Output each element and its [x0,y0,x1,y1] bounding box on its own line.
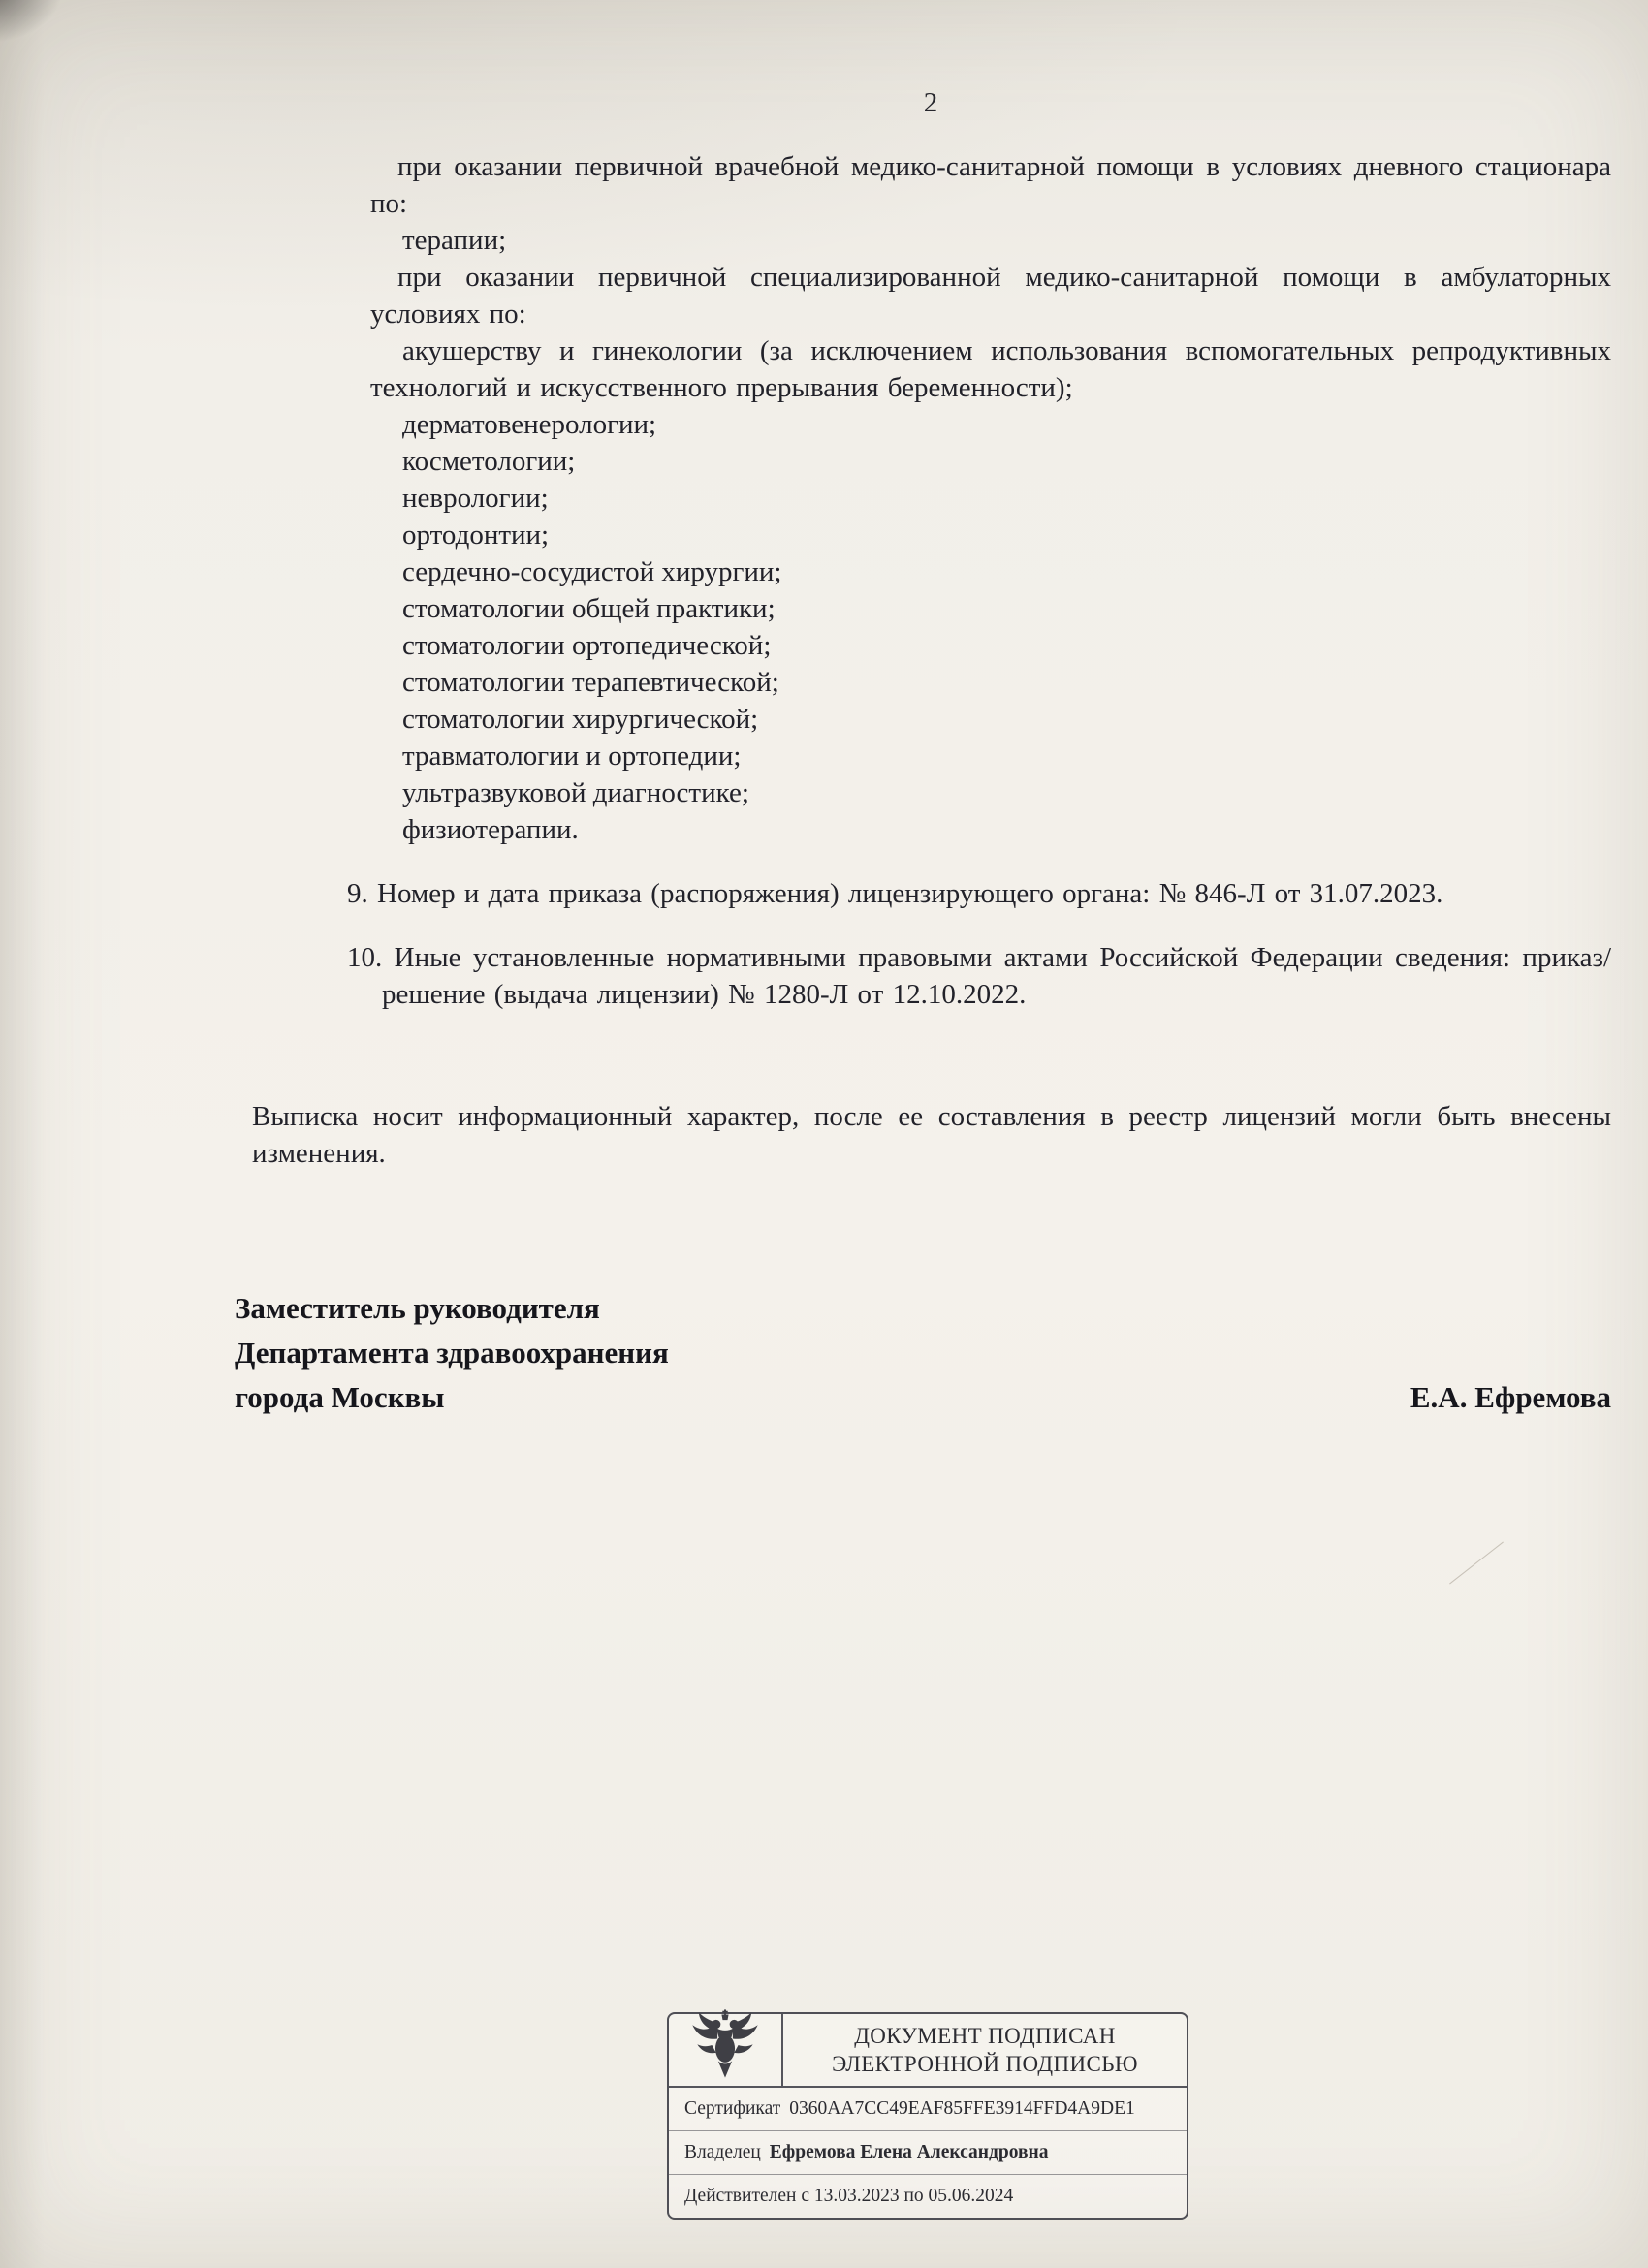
service-item: стоматологии хирургической; [402,704,759,735]
service-item: травматологии и ортопедии; [402,740,742,772]
signer-title [235,1286,669,1420]
service-item: неврологии; [402,483,549,514]
informational-note: Выписка носит информационный характер, после ее составления в реестр лицензий могли быть внесены изменения. [252,1101,1611,1169]
numbered-item-9: 9. Номер и дата приказа (распоряжения) лицензирующего органа: № 846-Л от 31.07.2023. [347,878,1443,909]
stamp-title-line: ЭЛЕКТРОННОЙ ПОДПИСЬЮ [832,2052,1138,2076]
owner-row [669,2131,1187,2175]
document-content [235,148,1611,1420]
owner-label: Владелец [684,2142,761,2162]
service-item: терапии; [402,225,507,256]
service-item: стоматологии общей практики; [402,593,776,624]
signer-name: Е.А. Ефремова [1410,1380,1611,1414]
signature-block [235,1286,1611,1420]
paragraph-specialized-ambulatory: при оказании первичной специализированной медико-санитарной помощи в амбулаторных условиях по: [370,262,1611,330]
certificate-row [669,2088,1187,2131]
signer-title-line: Заместитель руководителя [235,1291,600,1325]
paragraph-primary-daycare: при оказании первичной врачебной медико-санитарной помощи в условиях дневного стационара по: [370,151,1611,219]
signer-title-line: города Москвы [235,1380,445,1414]
service-item-obstetrics: акушерству и гинекологии (за исключением использования вспомогательных репродуктивных технологий и искусственного прерывания беременности); [370,335,1611,403]
stamp-title-line: ДОКУМЕНТ ПОДПИСАН [854,2024,1116,2048]
service-item: косметологии; [402,446,576,477]
certificate-label: Сертификат [684,2098,781,2119]
service-item: ортодонтии; [402,520,550,551]
numbered-item-10: 10. Иные установленные нормативными правовыми актами Российской Федерации сведения: приказ/решение (выдача лицензии) № 1280-Л от 12.10.2022. [347,942,1611,1010]
service-item: дерматовенерологии; [402,409,657,440]
emblem-cell [669,2014,783,2086]
service-item: физиотерапии. [402,814,579,845]
signer-title-line: Департамента здравоохранения [235,1336,669,1370]
service-item: стоматологии ортопедической; [402,630,772,661]
service-item: сердечно-сосудистой хирургии; [402,556,782,587]
stamp-title [783,2014,1187,2086]
scan-crease [1449,1542,1504,1585]
page-number: 2 [923,87,938,118]
validity-row [669,2175,1187,2218]
russia-coat-of-arms-icon [683,2008,767,2092]
electronic-signature-stamp [667,2012,1188,2220]
stamp-header [669,2014,1187,2088]
owner-name: Ефремова Елена Александровна [769,2142,1049,2162]
validity-text: Действителен с 13.03.2023 по 05.06.2024 [684,2186,1014,2206]
service-item: ультразвуковой диагностике; [402,777,749,808]
service-item: стоматологии терапевтической; [402,667,779,698]
certificate-value: 0360AA7CC49EAF85FFE3914FFD4A9DE1 [789,2098,1135,2119]
